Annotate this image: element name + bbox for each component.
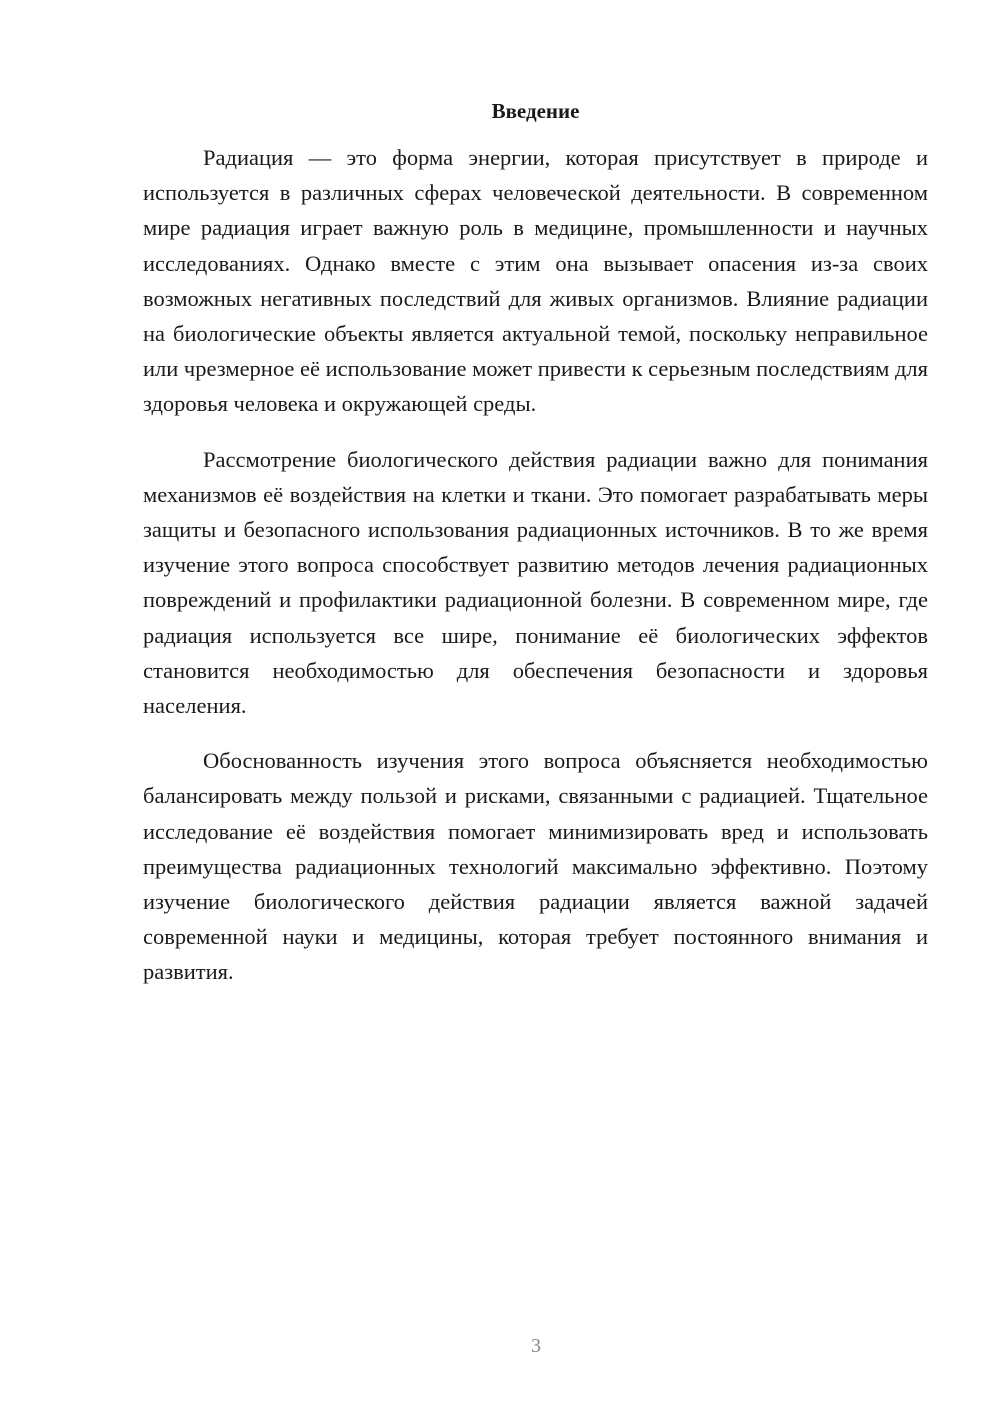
paragraph-1: Радиация — это форма энергии, которая присутствует в природе и используется в различных сферах человеческой деятельности. В современном мире радиация играет важную роль в медицине, промышленности и научных исследованиях. Однако вместе с этим она вызывает опасения из-за своих возможных негативных последствий для живых организмов. Влияние радиации на биологические объекты является актуальной темой, поскольку неправильное или чрезмерное её использование может привести к серьезным последствиям для здоровья человека и окружающей среды. <box>143 145 928 417</box>
section-heading: Введение <box>491 99 580 123</box>
paragraph-3: Обоснованность изучения этого вопроса объясняется необходимостью балансировать между пользой и рисками, связанными с радиацией. Тщательное исследование её воздействия помогает минимизировать вред и использовать преимущества радиационных технологий максимально эффективно. Поэтому изучение биологического действия радиации является важной задачей современной науки и медицины, которая требует постоянного внимания и развития. <box>143 748 928 985</box>
document-body <box>143 140 928 1010</box>
page-number: 3 <box>531 1335 541 1357</box>
paragraph-2: Рассмотрение биологического действия радиации важно для понимания механизмов её воздействия на клетки и ткани. Это помогает разрабатывать меры защиты и безопасного использования радиационных источников. В то же время изучение этого вопроса способствует развитию методов лечения радиационных повреждений и профилактики радиационной болезни. В современном мире, где радиация используется все шире, понимание её биологических эффектов становится необходимостью для обеспечения безопасности и здоровья населения. <box>143 446 928 719</box>
